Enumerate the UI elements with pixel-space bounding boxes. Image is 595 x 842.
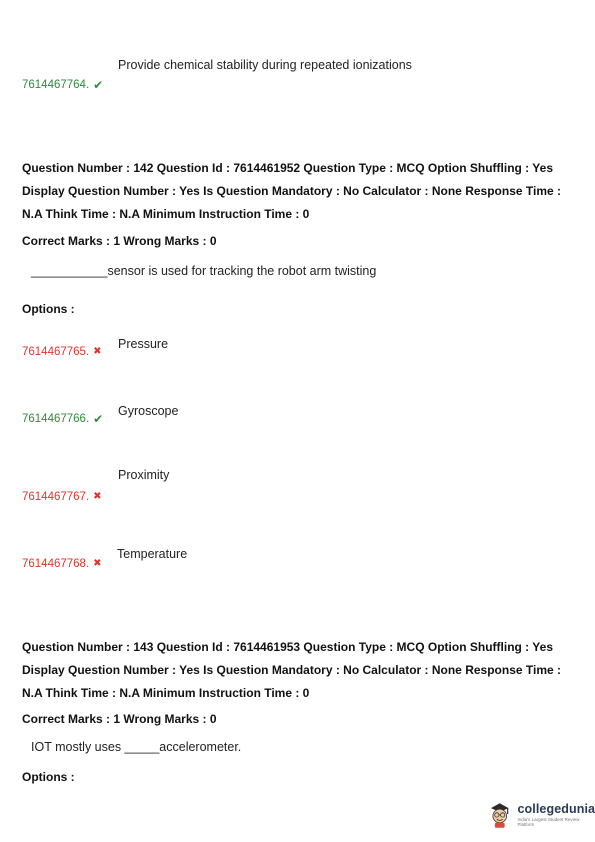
prev-option-text: Provide chemical stability during repeated ionizations: [118, 58, 412, 72]
collegedunia-logo: [488, 799, 595, 829]
q142-options-label: Options :: [22, 302, 75, 316]
student-mascot-icon: [488, 799, 511, 829]
cross-icon: ✖: [93, 346, 102, 357]
q143-meta: Question Number : 143 Question Id : 7614461953 Question Type : MCQ Option Shuffling : Yes Display Question Number : Yes Is Question Mandatory : No Calculator : None Response Time : N.A Think Time : N.A Minimum Instruction Time : 0: [22, 640, 561, 700]
q143-marks: Correct Marks : 1 Wrong Marks : 0: [22, 712, 217, 726]
prev-option-row: [22, 79, 103, 91]
q142-option-2-id: 7614467766.: [22, 413, 90, 425]
q142-option-3-id: 7614467767.: [22, 491, 90, 503]
q142-marks: Correct Marks : 1 Wrong Marks : 0: [22, 234, 217, 248]
cross-icon: ✖: [93, 558, 102, 569]
q142-option-1-text: Pressure: [118, 337, 169, 351]
cross-icon: ✖: [93, 491, 102, 502]
q142-meta: Question Number : 142 Question Id : 7614461952 Question Type : MCQ Option Shuffling : Yes Display Question Number : Yes Is Question Mandatory : No Calculator : None Response Time : N.A Think Time : N.A Minimum Instruction Time : 0: [22, 161, 561, 221]
q142-option-2-text: Gyroscope: [118, 404, 179, 418]
prev-option-id: 7614467764.: [22, 79, 90, 91]
check-icon: ✔: [93, 412, 104, 426]
q142-option-4-text: Temperature: [117, 547, 188, 561]
logo-name: collegedunia: [517, 801, 595, 816]
q143-options-label: Options :: [22, 770, 75, 784]
q142-option-3-text: Proximity: [118, 468, 170, 482]
logo-tagline: India's Largest Student Review Platform: [517, 816, 580, 827]
check-icon: ✔: [93, 78, 104, 92]
q142-option-4-id: 7614467768.: [22, 558, 90, 570]
q143-question: IOT mostly uses _____accelerometer.: [31, 740, 242, 754]
q142-option-2-row: [22, 413, 103, 425]
q142-option-4-row: [22, 558, 102, 570]
q142-option-3-row: [22, 491, 102, 503]
q142-question: ___________sensor is used for tracking the robot arm twisting: [31, 264, 377, 278]
q142-option-1-id: 7614467765.: [22, 346, 90, 358]
q142-option-1-row: [22, 346, 102, 358]
